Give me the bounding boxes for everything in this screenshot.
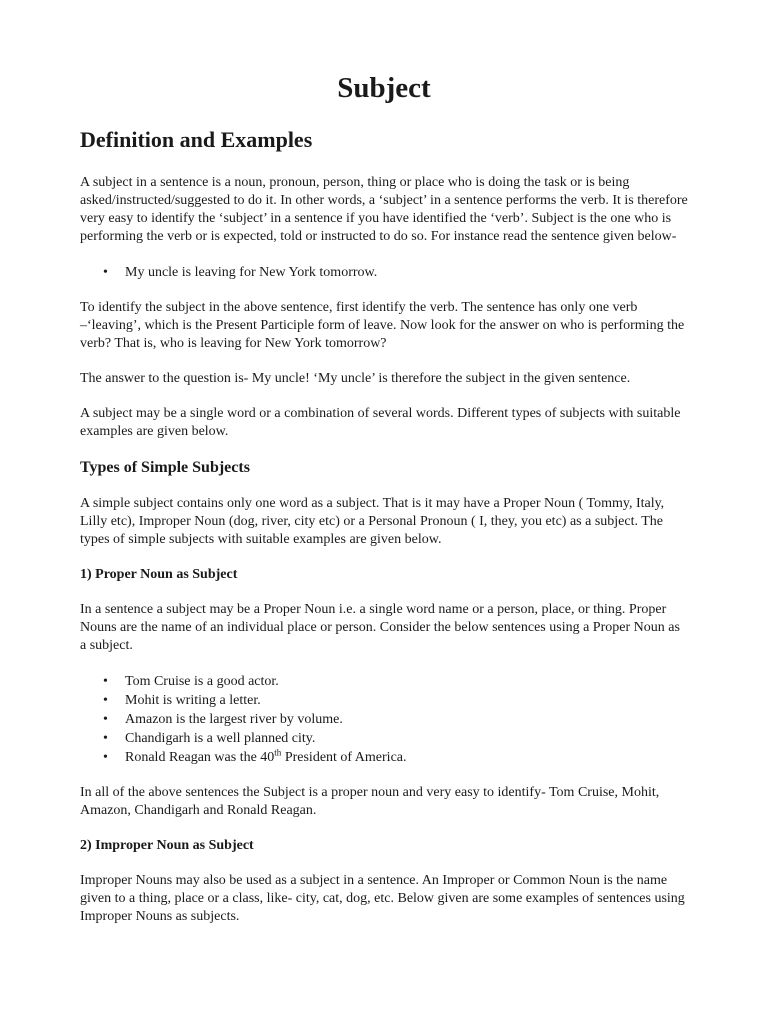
section-heading: Definition and Examples — [80, 127, 313, 152]
proper-noun-list — [80, 672, 688, 767]
improper-noun-paragraph: Improper Nouns may also be used as a subject in a sentence. An Improper or Common Noun is the name given to a thing, place or a class, like- city, cat, dog, etc. Below given are some examples of sentences using Improper Nouns as subjects. — [80, 873, 685, 924]
improper-noun-heading: 2) Improper Noun as Subject — [80, 838, 254, 853]
example-list — [80, 263, 688, 282]
proper-noun-paragraph: In a sentence a subject may be a Proper Noun i.e. a single word name or a person, place, or thing. Proper Nouns are the name of an individual place or person. Consider the below sentences using a Proper Noun as a subject. — [80, 602, 680, 653]
proper-noun-summary: In all of the above sentences the Subject is a proper noun and very easy to identify- Tom Cruise, Mohit, Amazon, Chandigarh and Ronald Reagan. — [80, 785, 660, 818]
list-item: • Tom Cruise is a good actor. — [125, 672, 688, 691]
identify-paragraph: To identify the subject in the above sentence, first identify the verb. The sentence has only one verb –‘leaving’, which is the Present Participle form of leave. Now look for the answer on who is performing the verb? That is, who is leaving for New York tomorrow? — [80, 300, 685, 351]
answer-paragraph: The answer to the question is- My uncle! ‘My uncle’ is therefore the subject in the given sentence. — [80, 371, 631, 386]
intro-paragraph: A subject in a sentence is a noun, pronoun, person, thing or place who is doing the task or is being asked/instructed/suggested to do it. In other words, a ‘subject’ in a sentence performs the verb. It is therefore very easy to identify the ‘subject’ in a sentence if you have identified the ‘verb’. Subject is the one who is performing the verb or is expected, told or instructed to do so. For instance read the sentence given below- — [80, 175, 688, 244]
list-item: • Chandigarh is a well planned city. — [125, 729, 688, 748]
document-title: Subject — [337, 72, 431, 104]
list-item: • Mohit is writing a letter. — [125, 691, 688, 710]
proper-noun-heading: 1) Proper Noun as Subject — [80, 567, 238, 582]
types-heading: Types of Simple Subjects — [80, 459, 250, 476]
list-item-text: Ronald Reagan was the 40 — [125, 750, 275, 765]
list-item-text: President of America. — [281, 750, 407, 765]
types-paragraph: A simple subject contains only one word as a subject. That is it may have a Proper Noun ( Tommy, Italy, Lilly etc), Improper Noun (dog, river, city etc) or a Personal Pronoun ( I, they, you etc) as a subject. The types of simple subjects with suitable examples are given below. — [80, 496, 665, 547]
ordinal-suffix: th — [274, 747, 282, 758]
combination-paragraph: A subject may be a single word or a combination of several words. Different types of subjects with suitable examples are given below. — [80, 406, 681, 439]
list-item: • Amazon is the largest river by volume. — [125, 710, 688, 729]
list-item — [125, 748, 688, 767]
list-item: • My uncle is leaving for New York tomorrow. — [125, 263, 688, 282]
